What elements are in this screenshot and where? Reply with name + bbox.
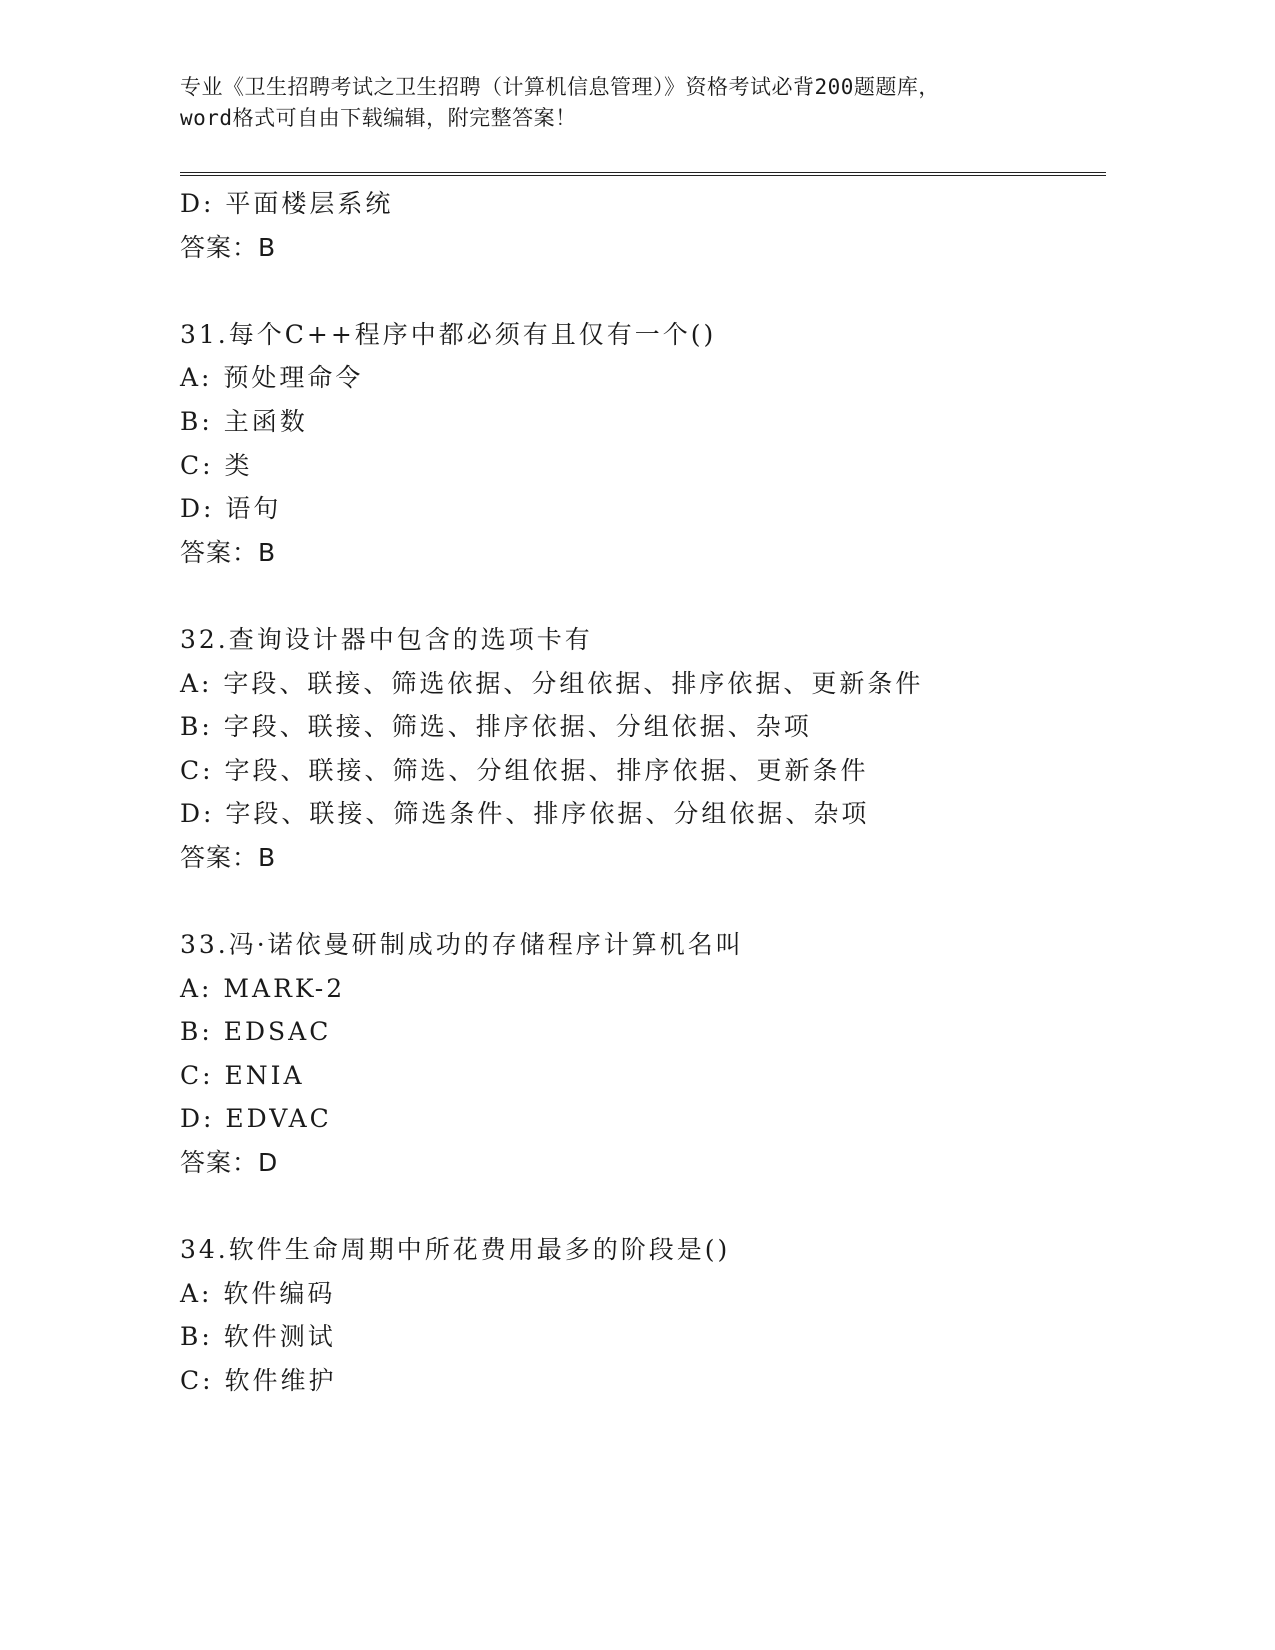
- option-a: A: 软件编码: [180, 1278, 336, 1308]
- option-b: B: 主函数: [180, 406, 308, 436]
- spacer: [180, 574, 1100, 618]
- option-a: A: MARK-2: [180, 973, 346, 1003]
- spacer: [180, 269, 1100, 313]
- option-d: D: 平面楼层系统: [180, 189, 394, 218]
- question-32: [180, 618, 1100, 880]
- question-stem: 34.软件生命周期中所花费用最多的阶段是(): [180, 1235, 731, 1265]
- spacer: [180, 1185, 1100, 1229]
- answer-line: 答案：D: [180, 1148, 279, 1178]
- header-divider: [180, 172, 1106, 176]
- question-list: [180, 182, 1100, 1403]
- option-d: D: 语句: [180, 494, 282, 524]
- spacer: [180, 880, 1100, 924]
- option-d: D: 字段、联接、筛选条件、排序依据、分组依据、杂项: [180, 799, 870, 829]
- option-c: C: 类: [180, 450, 253, 480]
- document-header: [180, 72, 1100, 134]
- option-b: B: EDSAC: [180, 1017, 332, 1047]
- question-33: [180, 923, 1100, 1185]
- option-a: A: 预处理命令: [180, 363, 364, 393]
- option-c: C: ENIA: [180, 1060, 305, 1090]
- header-line-2: word格式可自由下载编辑，附完整答案！: [180, 106, 577, 130]
- option-d: D: EDVAC: [180, 1104, 332, 1134]
- option-b: B: 软件测试: [180, 1322, 336, 1352]
- option-c: C: 软件维护: [180, 1366, 337, 1396]
- answer-line: 答案：B: [180, 537, 277, 567]
- option-b: B: 字段、联接、筛选、排序依据、分组依据、杂项: [180, 712, 812, 742]
- answer-line: 答案：B: [180, 232, 277, 262]
- question-stem: 32.查询设计器中包含的选项卡有: [180, 624, 593, 654]
- question-34: [180, 1228, 1100, 1402]
- question-stem: 31.每个C++程序中都必须有且仅有一个(): [180, 319, 717, 349]
- header-line-1: 专业《卫生招聘考试之卫生招聘（计算机信息管理）》资格考试必背200题题库，: [180, 75, 940, 99]
- question-31: [180, 313, 1100, 575]
- question-stem: 33.冯·诺依曼研制成功的存储程序计算机名叫: [180, 930, 744, 960]
- option-a: A: 字段、联接、筛选依据、分组依据、排序依据、更新条件: [180, 668, 924, 698]
- question-30-tail: [180, 182, 1100, 269]
- option-c: C: 字段、联接、筛选、分组依据、排序依据、更新条件: [180, 755, 869, 785]
- answer-line: 答案：B: [180, 842, 277, 872]
